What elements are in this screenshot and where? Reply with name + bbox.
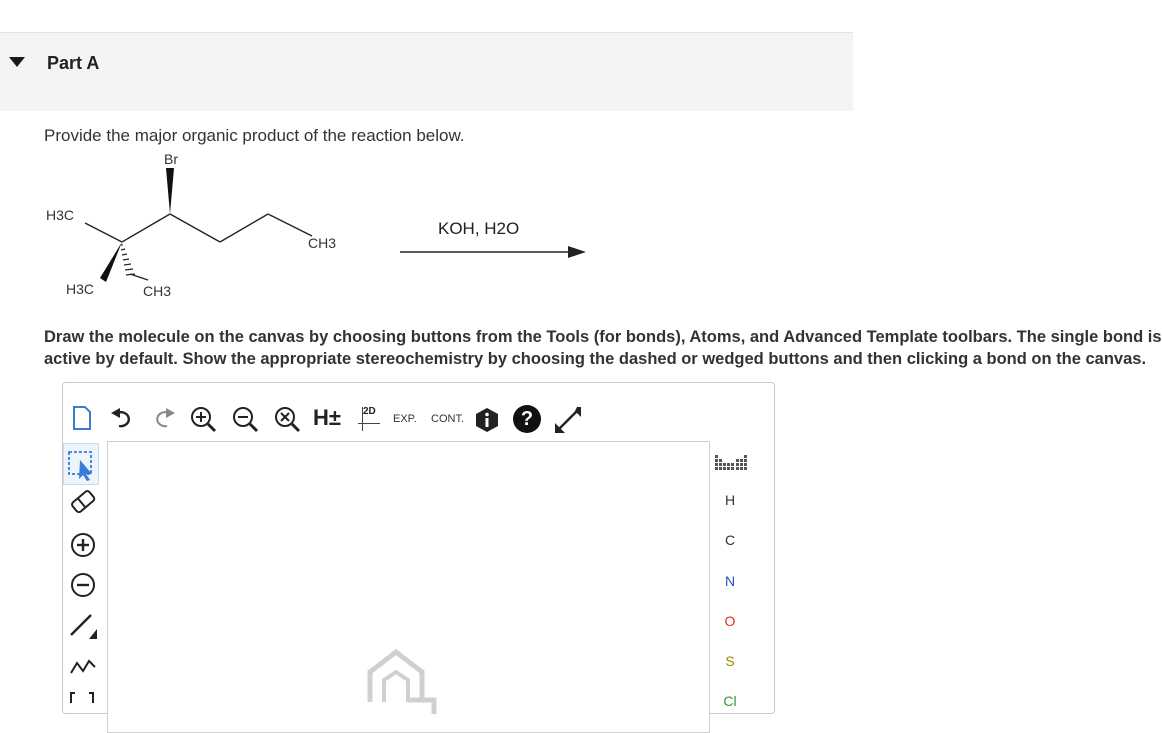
- hydrogen-toggle-button[interactable]: H±: [313, 405, 341, 430]
- atom-h-button[interactable]: H: [724, 492, 736, 508]
- contract-button[interactable]: CONT.: [431, 413, 464, 425]
- atom-o-button[interactable]: O: [724, 613, 736, 629]
- instructions-line-2: active by default. Show the appropriate stereochemistry by choosing the dashed or wedged buttons and then clicking a bond on the canvas.: [44, 350, 1147, 368]
- positive-charge-icon[interactable]: [67, 529, 99, 561]
- bond-chain-4: [268, 214, 312, 236]
- instructions-line-1: Draw the molecule on the canvas by choosing buttons from the Tools (for bonds), Atoms, and Advanced Template toolbars. The single bond is: [44, 328, 1162, 346]
- chain-tool-icon[interactable]: [67, 649, 99, 681]
- zoom-reset-icon[interactable]: [273, 405, 301, 433]
- atom-s-button[interactable]: S: [725, 653, 735, 669]
- bracket-tool-icon[interactable]: [67, 689, 99, 721]
- template-watermark-icon: [362, 642, 452, 732]
- atom-n-button[interactable]: N: [724, 573, 736, 589]
- reaction-diagram: [40, 148, 600, 308]
- h3c-top-label: H3C: [46, 207, 75, 223]
- reagents-label: KOH, H2O: [438, 219, 520, 238]
- bond-chain-2: [170, 214, 220, 242]
- wedge-bond-br: [166, 168, 174, 214]
- bond-chain-3: [220, 214, 268, 242]
- select-tool[interactable]: [63, 443, 99, 485]
- editor-toolbar: [63, 383, 774, 439]
- info-icon[interactable]: [475, 407, 499, 433]
- ch3-right-label: CH3: [308, 235, 337, 251]
- dashed-bond: [121, 245, 135, 275]
- periodic-table-icon[interactable]: [715, 453, 749, 473]
- reaction-arrowhead: [568, 246, 586, 258]
- h3c-bottom-label: H3C: [66, 281, 95, 297]
- help-button[interactable]: ?: [513, 405, 541, 433]
- drawing-instructions: [44, 326, 1162, 370]
- bond-chain-1: [122, 214, 170, 242]
- fullscreen-icon[interactable]: [553, 405, 583, 435]
- negative-charge-icon[interactable]: [67, 569, 99, 601]
- redo-icon[interactable]: [151, 407, 177, 429]
- question-prompt: Provide the major organic product of the reaction below.: [44, 126, 465, 145]
- clean-2d-label: 2D: [363, 406, 376, 417]
- wedge-bond-methyl: [100, 242, 122, 282]
- part-title: Part A: [47, 53, 100, 73]
- zoom-in-icon[interactable]: [189, 405, 217, 433]
- drawing-canvas[interactable]: [107, 441, 710, 733]
- new-document-icon[interactable]: [71, 405, 93, 431]
- expand-button[interactable]: EXP.: [393, 413, 417, 425]
- single-bond-icon[interactable]: [67, 609, 99, 641]
- atom-c-button[interactable]: C: [724, 532, 736, 548]
- zoom-out-icon[interactable]: [231, 405, 259, 433]
- part-a-header[interactable]: [0, 33, 853, 111]
- marquee-select-icon: [64, 444, 98, 484]
- ch3-bottom-label: CH3: [143, 283, 172, 299]
- reaction-scheme: [40, 148, 600, 313]
- collapse-caret-icon[interactable]: [9, 57, 25, 67]
- clean-2d-axis-v: [362, 407, 363, 431]
- br-label: Br: [164, 151, 178, 167]
- undo-icon[interactable]: [109, 407, 135, 429]
- bond-methyl-right: [130, 274, 148, 280]
- bond-methyl-upper: [85, 223, 122, 242]
- atom-cl-button[interactable]: Cl: [723, 693, 737, 709]
- eraser-icon[interactable]: [67, 487, 99, 519]
- molecule-editor: [62, 382, 775, 714]
- clean-2d-button[interactable]: [355, 405, 383, 433]
